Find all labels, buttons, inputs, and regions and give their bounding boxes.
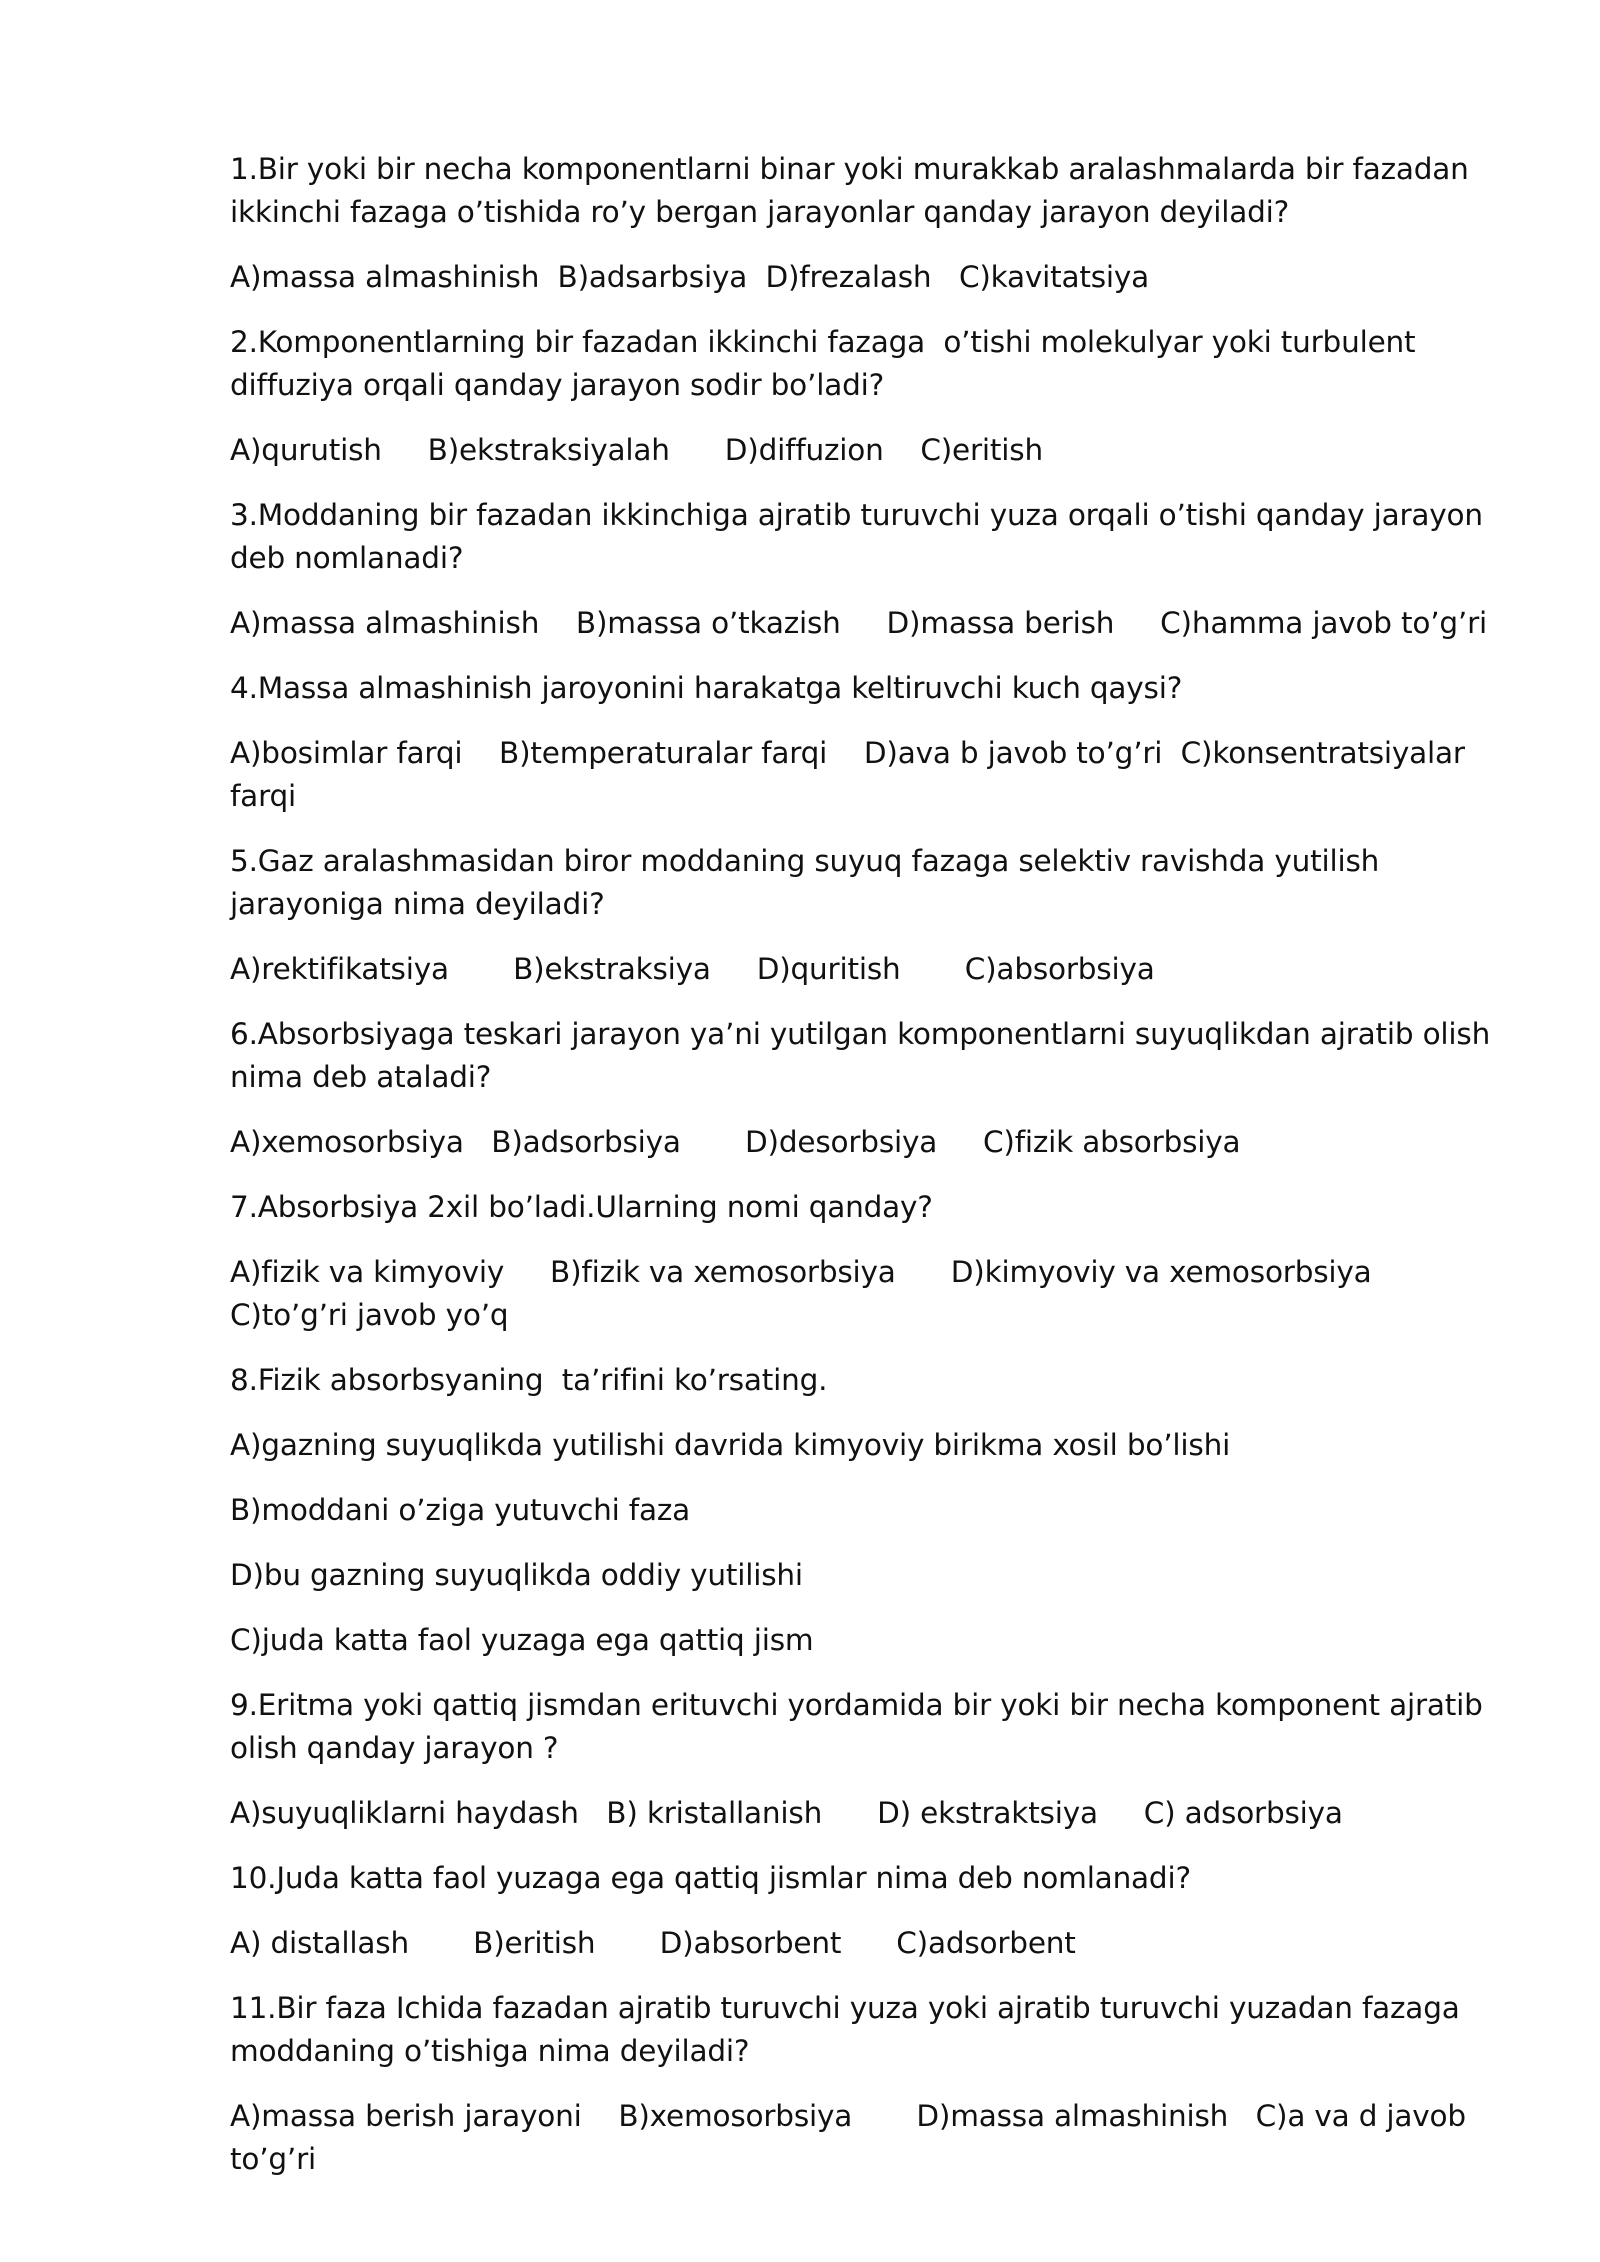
question-10-options: A) distallash B)eritish D)absorbent C)adsorbent bbox=[230, 1926, 1076, 1960]
question-2-options: A)qurutish B)ekstraksiyalah D)diffuzion C)eritish bbox=[230, 433, 1043, 467]
question-1-options: A)massa almashinish B)adsarbsiya D)frezalash C)kavitatsiya bbox=[230, 260, 1150, 294]
question-6-text: 6.Absorbsiyaga teskari jarayon ya’ni yutilgan komponentlarni suyuqlikdan ajratib olish nima deb ataladi? bbox=[230, 1017, 1500, 1094]
question-9-text: 9.Eritma yoki qattiq jismdan erituvchi yordamida bir yoki bir necha komponent ajratib olish qanday jarayon ? bbox=[230, 1688, 1492, 1765]
question-4-text: 4.Massa almashinish jaroyonini harakatga keltiruvchi kuch qaysi? bbox=[230, 671, 1183, 705]
question-3-text: 3.Moddaning bir fazadan ikkinchiga ajratib turuvchi yuza orqali o’tishi qanday jarayon deb nomlanadi? bbox=[230, 498, 1493, 575]
question-8-option-b: B)moddani o’ziga yutuvchi faza bbox=[230, 1493, 691, 1527]
question-10-text: 10.Juda katta faol yuzaga ega qattiq jismlar nima deb nomlanadi? bbox=[230, 1861, 1191, 1895]
question-4-options: A)bosimlar farqi B)temperaturalar farqi D)ava b javob to’g’ri C)konsentratsiyalar farqi bbox=[230, 736, 1474, 813]
question-8-option-a: A)gazning suyuqlikda yutilishi davrida kimyoviy birikma xosil bo’lishi bbox=[230, 1428, 1231, 1462]
question-9-options: A)suyuqliklarni haydash B) kristallanish D) ekstraktsiya C) adsorbsiya bbox=[230, 1796, 1343, 1830]
question-11-text: 11.Bir faza Ichida fazadan ajratib turuvchi yuza yoki ajratib turuvchi yuzadan fazaga moddaning o’tishiga nima deyiladi? bbox=[230, 1991, 1469, 2068]
question-8-option-d: D)bu gazning suyuqlikda oddiy yutilishi bbox=[230, 1558, 803, 1592]
document-page bbox=[230, 148, 1510, 2203]
question-5-options: A)rektifikatsiya B)ekstraksiya D)quritish C)absorbsiya bbox=[230, 952, 1155, 986]
question-7-text: 7.Absorbsiya 2xil bo’ladi.Ularning nomi qanday? bbox=[230, 1190, 933, 1224]
question-7-options: A)fizik va kimyoviy B)fizik va xemosorbsiya D)kimyoviy va xemosorbsiya C)to’g’ri javob yo’q bbox=[230, 1255, 1400, 1332]
question-11-options: A)massa berish jarayoni B)xemosorbsiya D)massa almashinish C)a va d javob to’g’ri bbox=[230, 2099, 1476, 2176]
question-5-text: 5.Gaz aralashmasidan biror moddaning suyuq fazaga selektiv ravishda yutilish jarayoniga nima deyiladi? bbox=[230, 844, 1389, 921]
question-1-text: 1.Bir yoki bir necha komponentlarni binar yoki murakkab aralashmalarda bir fazadan ikkinchi fazaga o’tishida ro’y bergan jarayonlar qanday jarayon deyiladi? bbox=[230, 152, 1478, 229]
question-8-option-c: C)juda katta faol yuzaga ega qattiq jism bbox=[230, 1623, 814, 1657]
question-3-options: A)massa almashinish B)massa o’tkazish D)massa berish C)hamma javob to’g’ri bbox=[230, 606, 1488, 640]
question-2-text: 2.Komponentlarning bir fazadan ikkinchi fazaga o’tishi molekulyar yoki turbulent diffuziya orqali qanday jarayon sodir bo’ladi? bbox=[230, 325, 1425, 402]
question-6-options: A)xemosorbsiya B)adsorbsiya D)desorbsiya C)fizik absorbsiya bbox=[230, 1125, 1241, 1159]
question-8-text: 8.Fizik absorbsyaning ta’rifini ko’rsating. bbox=[230, 1363, 828, 1397]
